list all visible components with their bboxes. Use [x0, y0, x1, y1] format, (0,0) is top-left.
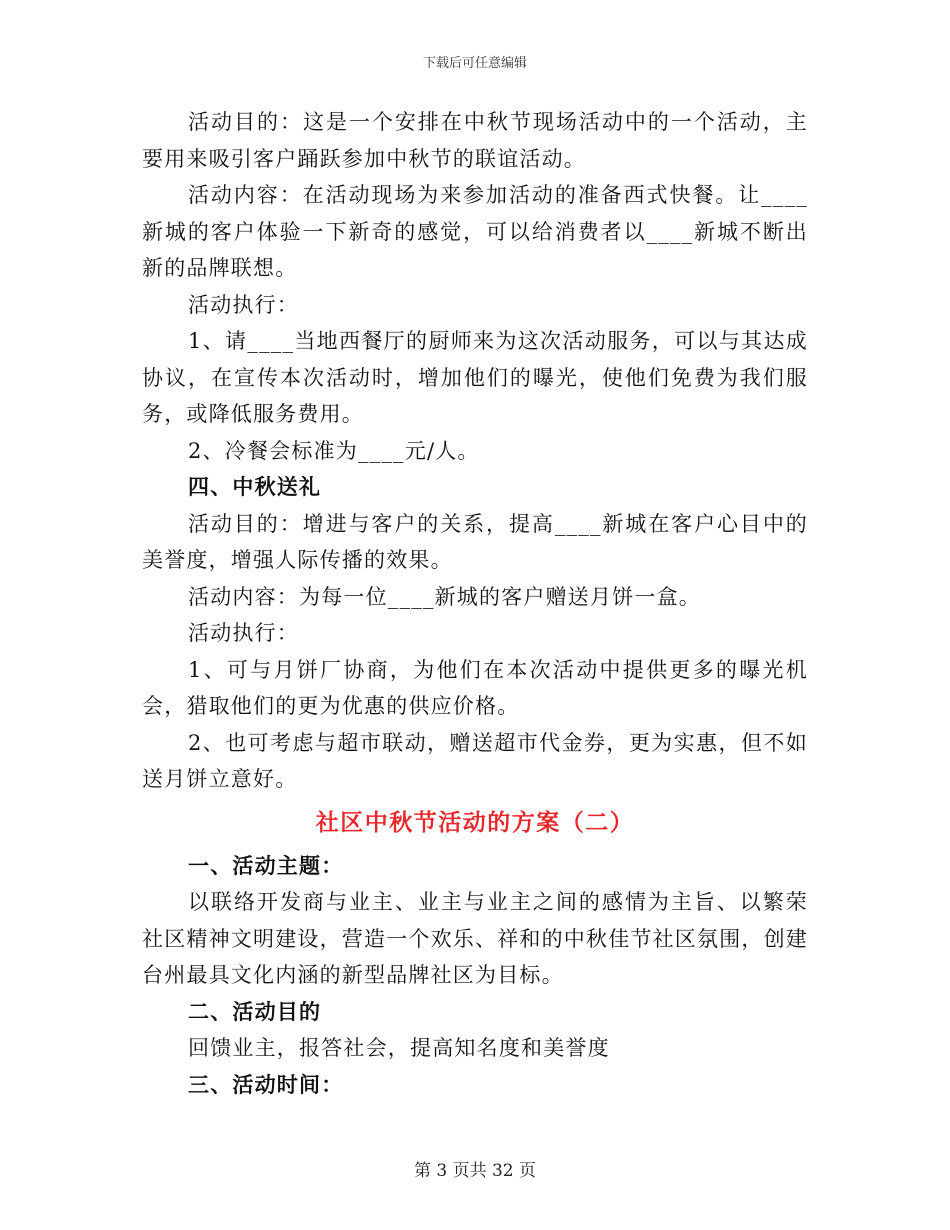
paragraph: 活动内容：在活动现场为来参加活动的准备西式快餐。让____新城的客户体验一下新奇的感觉，可以给消费者以____新城不断出新的品牌联想。 [142, 183, 808, 280]
paragraph: 1、请____当地西餐厅的厨师来为这次活动服务，可以与其达成协议，在宣传本次活动时，增加他们的曝光，使他们免费为我们服务，或降低服务费用。 [142, 329, 808, 426]
paragraph: 以联络开发商与业主、业主与业主之间的感情为主旨、以繁荣社区精神文明建设，营造一个欢乐、祥和的中秋佳节社区氛围，创建台州最具文化内涵的新型品牌社区为目标。 [142, 890, 808, 987]
paragraph: 1、可与月饼厂协商，为他们在本次活动中提供更多的曝光机会，猎取他们的更为优惠的供应价格。 [142, 657, 808, 718]
section-heading: 二、活动目的 [188, 998, 322, 1024]
paragraph: 活动目的：增进与客户的关系，提高____新城在客户心目中的美誉度，增强人际传播的效果。 [142, 511, 808, 572]
paragraph: 2、冷餐会标准为____元/人。 [188, 438, 480, 463]
paragraph: 活动执行： [188, 621, 299, 645]
section-heading: 四、中秋送礼 [188, 474, 322, 499]
section-heading: 三、活动时间： [188, 1071, 344, 1097]
document-body [142, 104, 808, 1103]
page-footer: 第 3 页共 32 页 [413, 1161, 537, 1181]
paragraph: 活动内容：为每一位____新城的客户赠送月饼一盒。 [188, 584, 701, 609]
section-heading: 一、活动主题： [188, 852, 344, 878]
section-title: 社区中秋节活动的方案（二） [315, 808, 635, 836]
paragraph: 2、也可考虑与超市联动，赠送超市代金券，更为实惠，但不如送月饼立意好。 [142, 730, 808, 791]
page-header: 下载后可任意编辑 [422, 56, 527, 71]
paragraph: 活动目的：这是一个安排在中秋节现场活动中的一个活动，主要用来吸引客户踊跃参加中秋节的联谊活动。 [142, 110, 808, 171]
paragraph: 回馈业主，报答社会，提高知名度和美誉度 [188, 1036, 610, 1060]
paragraph: 活动执行： [188, 292, 299, 317]
